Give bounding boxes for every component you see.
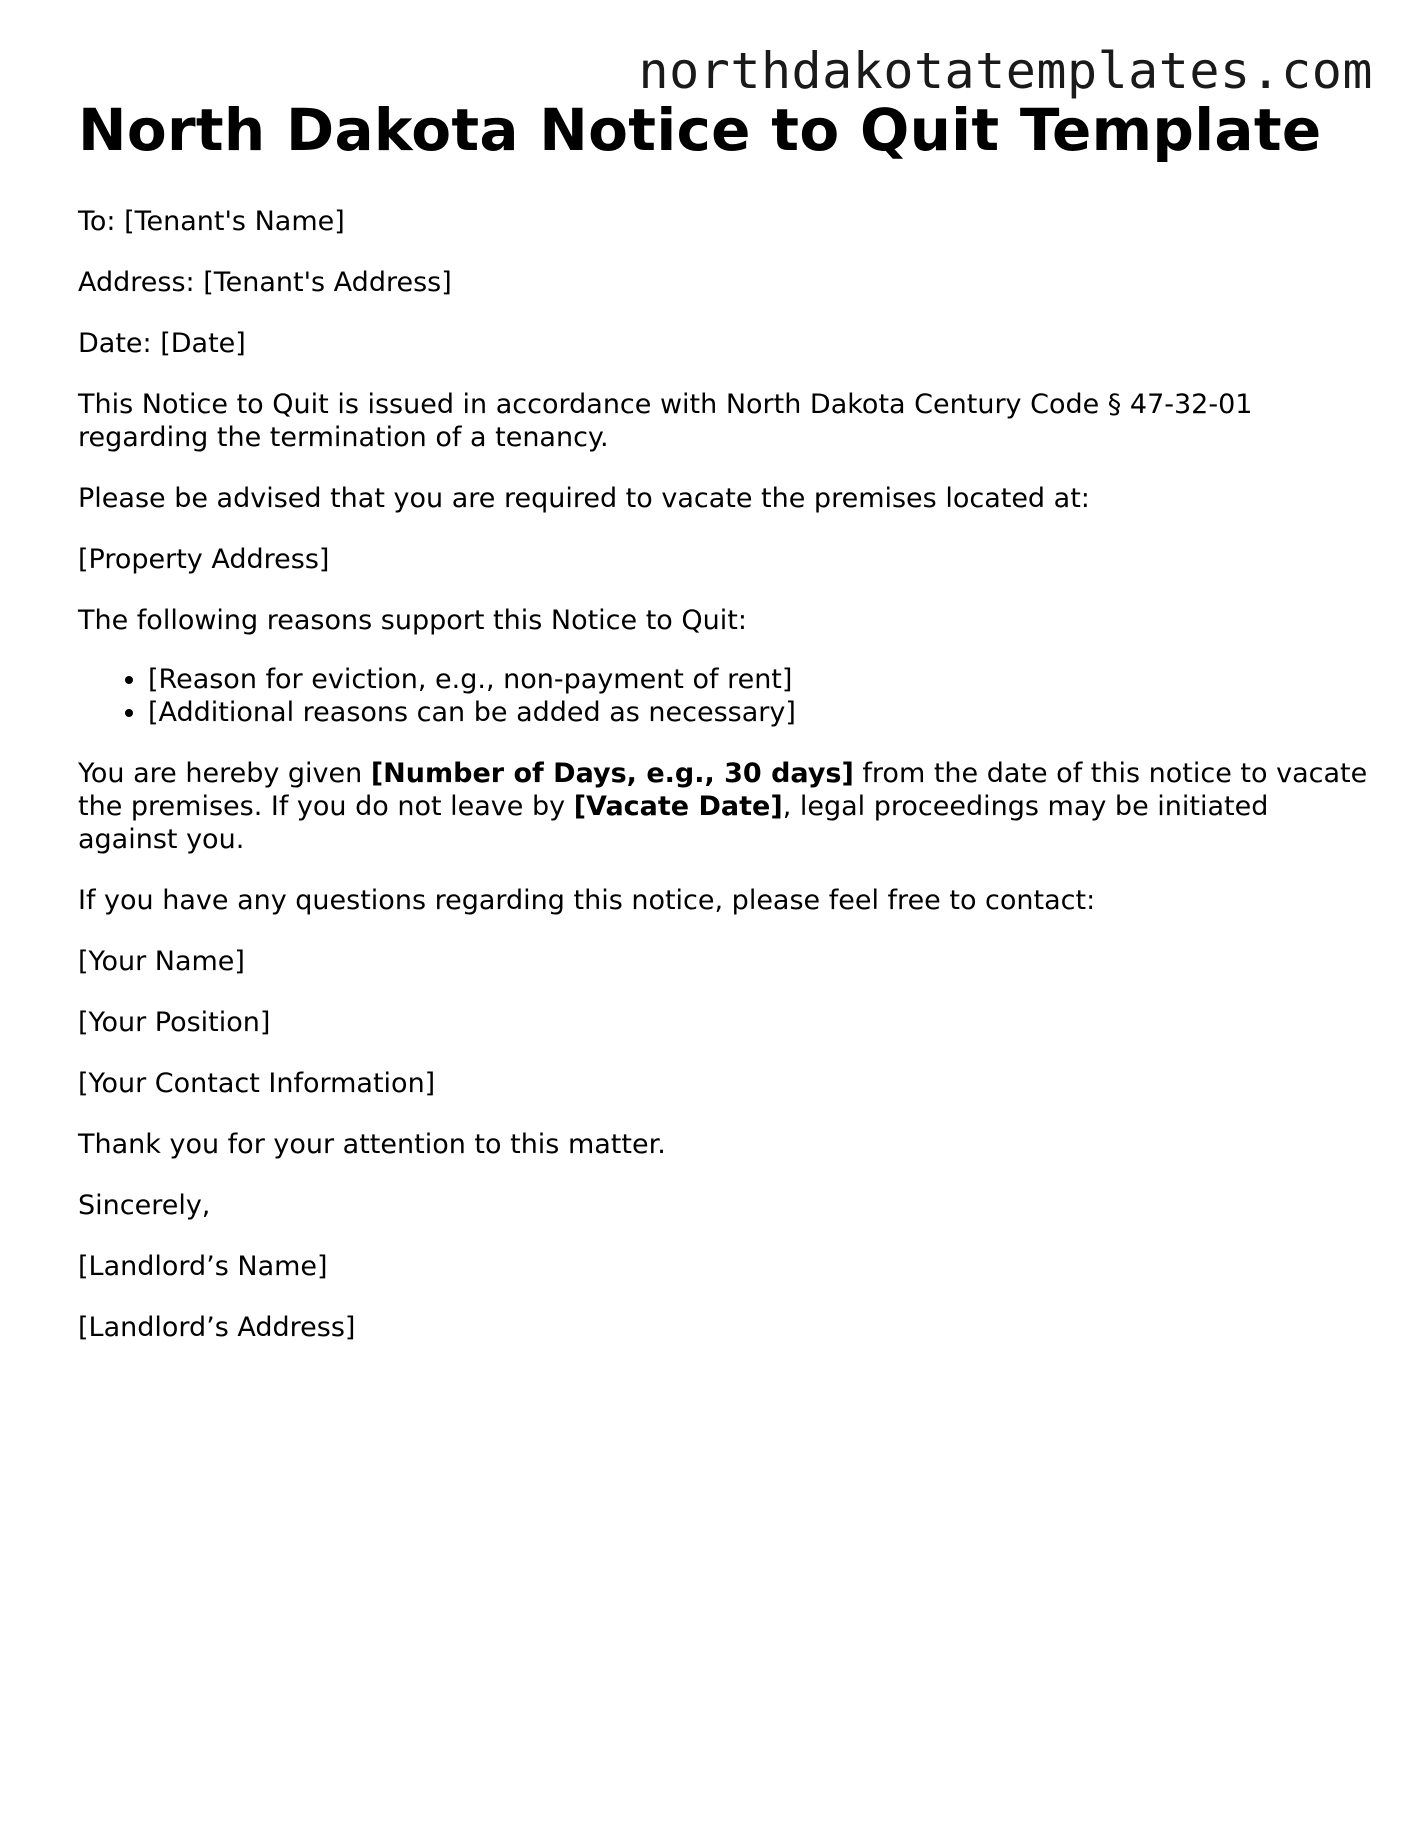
your-contact-information: [Your Contact Information] xyxy=(78,1067,436,1099)
reasons-list xyxy=(78,663,1368,729)
deadline-text-2: from the date of this notice to vacate the premises. If you do not leave by xyxy=(78,757,1368,822)
vacate-intro: Please be advised that you are required to vacate the premises located at: xyxy=(78,482,1090,514)
date-line: Date: [Date] xyxy=(78,327,246,359)
thanks-line: Thank you for your attention to this matter. xyxy=(78,1128,666,1160)
property-address: [Property Address] xyxy=(78,543,330,575)
your-position: [Your Position] xyxy=(78,1006,271,1038)
your-name: [Your Name] xyxy=(78,945,245,977)
document-page xyxy=(78,98,1368,1372)
deadline-paragraph xyxy=(78,757,1368,856)
vacate-date-placeholder: [Vacate Date] xyxy=(573,790,783,822)
site-url-watermark: northdakotatemplates.com xyxy=(638,42,1373,100)
to-line: To: [Tenant's Name] xyxy=(78,205,345,237)
document-title: North Dakota Notice to Quit Template xyxy=(78,96,1322,164)
landlord-address: [Landlord’s Address] xyxy=(78,1311,356,1343)
reason-item: • [Additional reasons can be added as necessary] xyxy=(148,696,1368,729)
reason-item: • [Reason for eviction, e.g., non-payment of rent] xyxy=(148,663,1368,696)
deadline-text-3: , legal proceedings may be initiated against you. xyxy=(78,790,1269,855)
statute-paragraph: This Notice to Quit is issued in accordance with North Dakota Century Code § 47-32-01 regarding the termination of a tenancy. xyxy=(78,388,1253,453)
closing-line: Sincerely, xyxy=(78,1189,211,1221)
address-line: Address: [Tenant's Address] xyxy=(78,266,452,298)
reasons-intro: The following reasons support this Notice to Quit: xyxy=(78,604,747,636)
landlord-name: [Landlord’s Name] xyxy=(78,1250,328,1282)
number-of-days-placeholder: [Number of Days, e.g., 30 days] xyxy=(370,757,854,789)
contact-intro: If you have any questions regarding this notice, please feel free to contact: xyxy=(78,884,1096,916)
deadline-text-1: You are hereby given xyxy=(78,757,371,789)
